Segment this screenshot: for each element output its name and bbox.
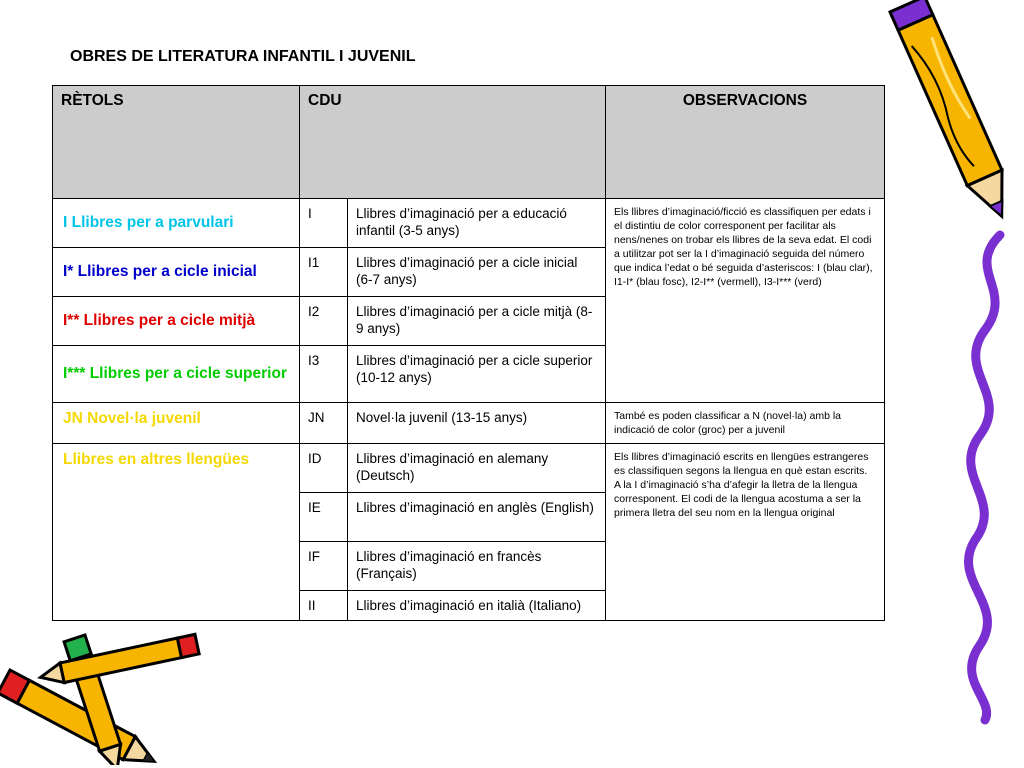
header-retols: RÈTOLS [53,86,300,199]
row-label: I Llibres per a parvulari [53,199,300,248]
row-desc: Llibres d’imaginació en alemany (Deutsch) [348,444,606,493]
table-row [53,403,885,444]
row-code: I3 [300,346,348,403]
table-row [53,199,885,248]
table-header-row [53,86,885,199]
row-label: Llibres en altres llengües [53,444,300,621]
page-title: OBRES DE LITERATURA INFANTIL I JUVENIL [70,48,416,65]
row-label: JN Novel·la juvenil [53,403,300,444]
row-label: I** Llibres per a cicle mitjà [53,297,300,346]
row-label: I*** Llibres per a cicle superior [53,346,300,403]
obs-juvenil: També es poden classificar a N (novel·la) amb la indicació de color (groc) per a juvenil [606,403,885,444]
obs-infantil: Els llibres d’imaginació/ficció es classifiquen per edats i el distintiu de color corresponent per facilitar als nens/nenes on trobar els llibres de la seva edat. El codi a utilitzar pot ser la I d’imaginació seguida del número que indica l’edat o bé seguida d’asteriscos: I (blau clar), I1-I* (blau fosc), I2-I** (vermell), I3-I*** (verd) [606,199,885,403]
row-desc: Llibres d’imaginació en francès (Français) [348,542,606,591]
row-desc: Novel·la juvenil (13-15 anys) [348,403,606,444]
header-observacions: OBSERVACIONS [606,86,885,199]
row-code: ID [300,444,348,493]
classification-table [52,85,885,621]
pencil-top-right-icon [860,0,1010,245]
purple-squiggle-icon [945,230,1024,725]
row-code: IF [300,542,348,591]
obs-llengues: Els llibres d’imaginació escrits en llengües estrangeres es classifiquen segons la llengua en què estan escrits. A la I d’imaginació s’ha d’afegir la lletra de la llengua corresponent. El codi de la llengua acostuma a ser la primera lletra del seu nom en la llengua original [606,444,885,621]
row-desc: Llibres d’imaginació per a cicle mitjà (8-9 anys) [348,297,606,346]
row-desc: Llibres d’imaginació per a cicle superior (10-12 anys) [348,346,606,403]
row-code: I [300,199,348,248]
row-code: II [300,591,348,621]
row-code: JN [300,403,348,444]
row-desc: Llibres d’imaginació en anglès (English) [348,493,606,542]
row-desc: Llibres d’imaginació en italià (Italiano) [348,591,606,621]
row-label: I* Llibres per a cicle inicial [53,248,300,297]
row-code: I1 [300,248,348,297]
row-desc: Llibres d’imaginació per a educació infantil (3-5 anys) [348,199,606,248]
header-cdu: CDU [300,86,606,199]
row-code: IE [300,493,348,542]
table-row [53,444,885,493]
row-desc: Llibres d’imaginació per a cicle inicial (6-7 anys) [348,248,606,297]
pencils-bottom-left-icon [0,615,210,765]
row-code: I2 [300,297,348,346]
